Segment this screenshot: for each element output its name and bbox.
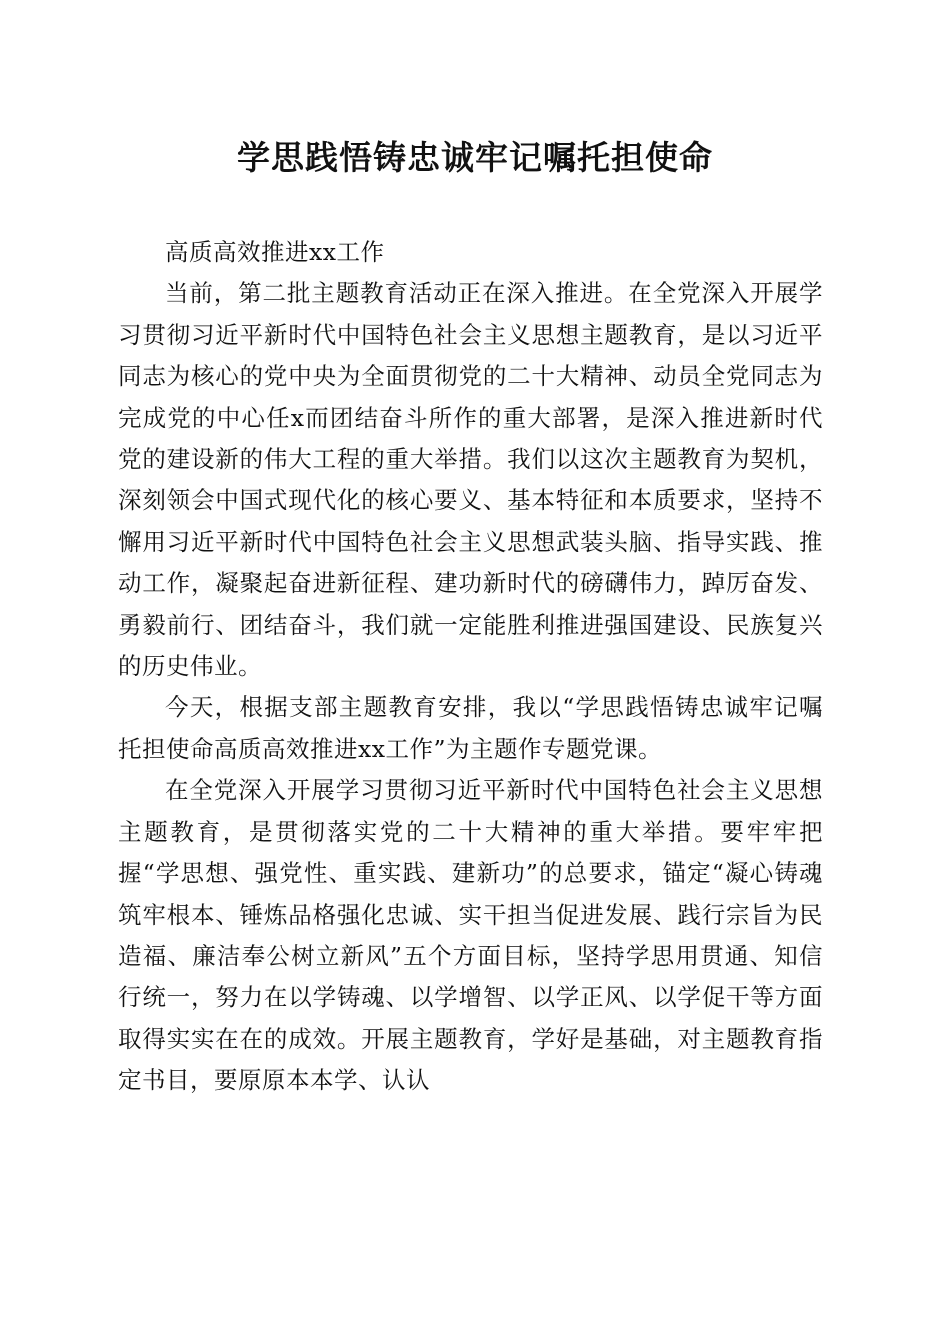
paragraph-requirements: 在全党深入开展学习贯彻习近平新时代中国特色社会主义思想主题教育，是贯彻落实党的二十大精神的重大举措。要牢牢把握“学思想、强党性、重实践、建新功”的总要求，锚定“凝心铸魂筑牢根本、锤炼品格强化忠诚、实干担当促进发展、践行宗旨为民造福、廉洁奉公树立新风”五个方面目标，坚持学思用贯通、知信行统一，努力在以学铸魂、以学增智、以学正风、以学促干等方面取得实实在在的成效。开展主题教育，学好是基础，对主题教育指定书目，要原原本本学、认认 xyxy=(118,776,823,1095)
paragraph-subtitle: 高质高效推进xx工作 xyxy=(165,238,385,266)
document-title: 学思践悟铸忠诚牢记嘱托担使命 xyxy=(237,138,713,177)
paragraph-intro: 当前，第二批主题教育活动正在深入推进。在全党深入开展学习贯彻习近平新时代中国特色社会主义思想主题教育，是以习近平同志为核心的党中央为全面贯彻党的二十大精神、动员全党同志为完成党的中心任x而团结奋斗所作的重大部署，是深入推进新时代党的建设新的伟大工程的重大举措。我们以这次主题教育为契机，深刻领会中国式现代化的核心要义、基本特征和本质要求，坚持不懈用习近平新时代中国特色社会主义思想武装头脑、指导实践、推动工作，凝聚起奋进新征程、建功新时代的磅礴伟力，踔厉奋发、勇毅前行、团结奋斗，我们就一定能胜利推进强国建设、民族复兴的历史伟业。 xyxy=(118,279,823,681)
paragraph-lecture-topic: 今天，根据支部主题教育安排，我以“学思践悟铸忠诚牢记嘱托担使命高质高效推进xx工作”为主题作专题党课。 xyxy=(118,693,823,763)
document-body xyxy=(118,232,823,1102)
